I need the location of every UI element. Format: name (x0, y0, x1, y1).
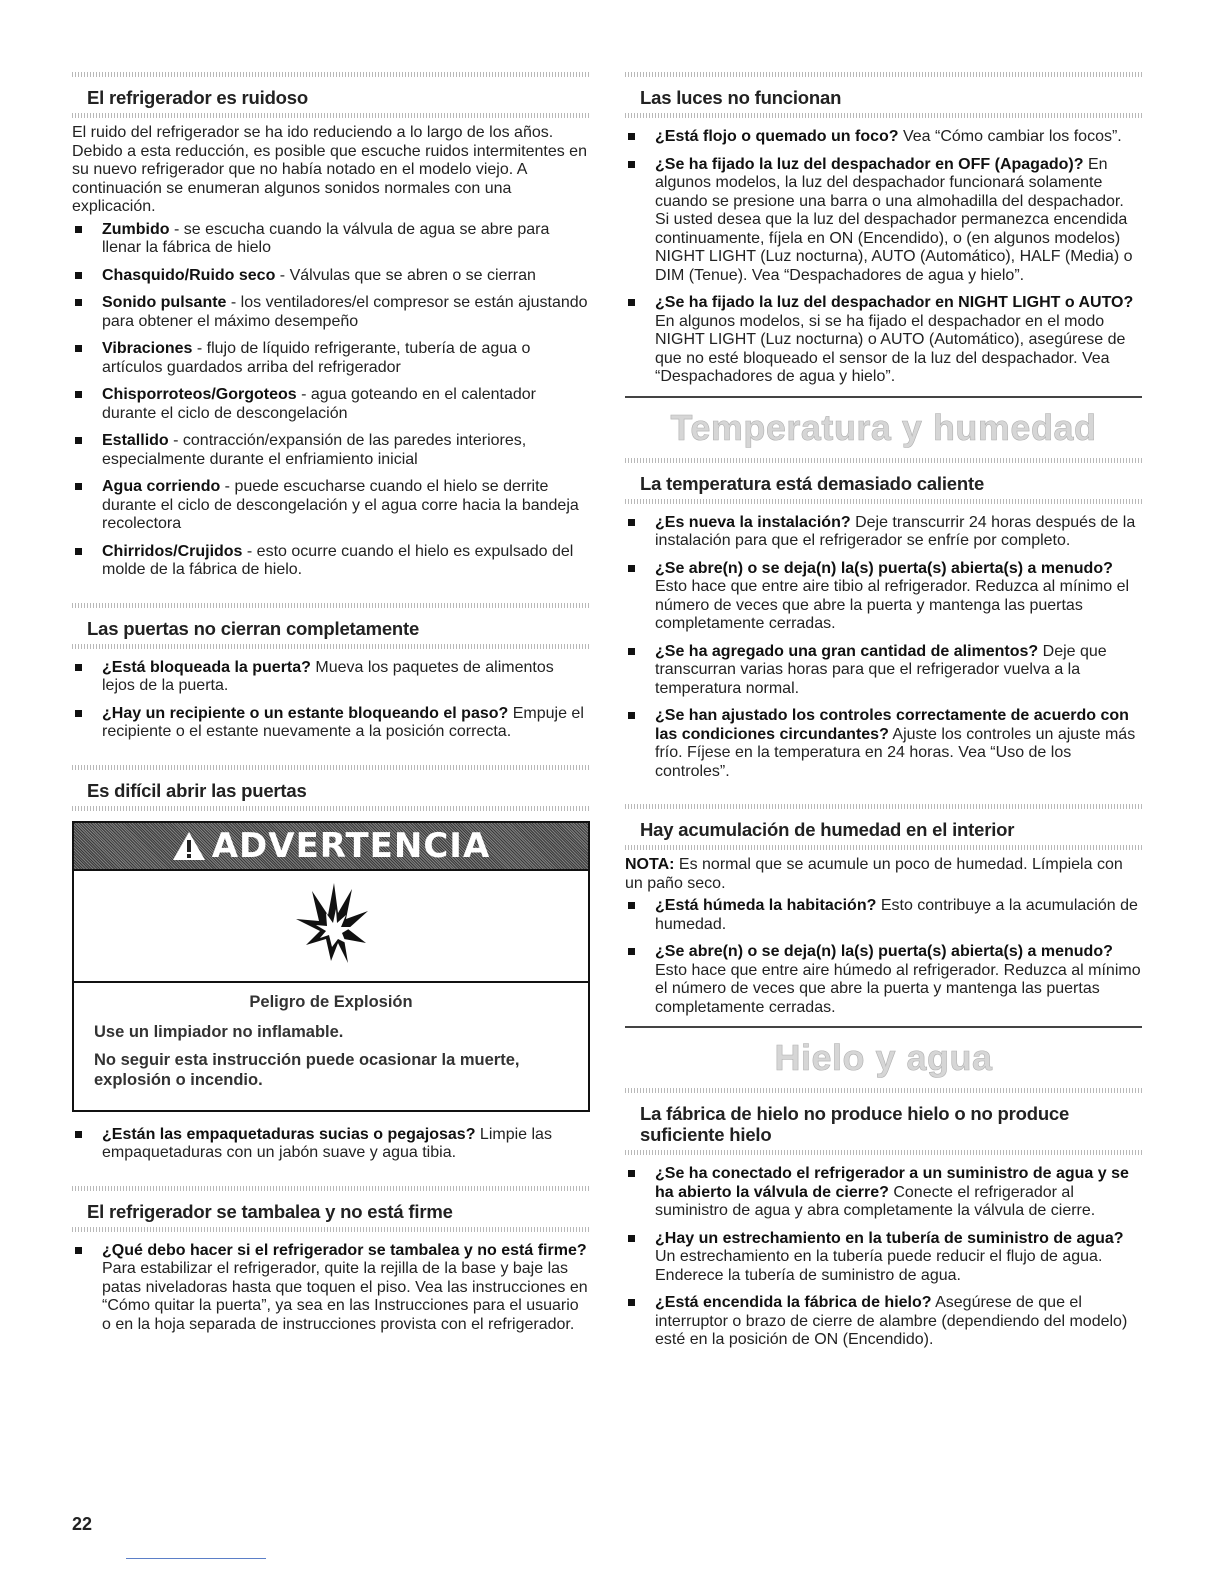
section-heading-wobbly: El refrigerador se tambalea y no está firme (87, 1200, 453, 1222)
noisy-intro: El ruido del refrigerador se ha ido reduciendo a lo largo de los años. Debido a esta reducción, es posible que escuche ruidos intermitentes en su nuevo refrigerador que no había notado en el modelo viejo. A continuación se enumeran algunos sonidos normales con una explicación. (72, 124, 587, 215)
list-item: ¿Es nueva la instalación? Deje transcurrir 24 horas después de la instalación para que el refrigerador se enfríe por completo. (625, 514, 1142, 551)
list-item: Chisporroteos/Gorgoteos - agua goteando en el calentador durante el ciclo de descongelación (72, 386, 590, 423)
ice-maker-list (625, 1165, 1142, 1350)
warning-triangle-icon (172, 831, 206, 861)
section-heading-hard-open: Es difícil abrir las puertas (87, 779, 307, 801)
section-heading-lights: Las luces no funcionan (640, 87, 842, 108)
noisy-list (72, 221, 590, 580)
list-item: ¿Hay un estrechamiento en la tubería de suministro de agua? Un estrechamiento en la tubería puede reducir el flujo de agua. Enderece la tubería de suministro de agua. (625, 1230, 1142, 1286)
too-warm-list (625, 514, 1142, 782)
left-column (72, 72, 590, 1343)
list-item: ¿Se ha fijado la luz del despachador en NIGHT LIGHT o AUTO? En algunos modelos, si se ha fijado el despachador en el modo NIGHT LIGHT (Luz nocturna) o AUTO (Automático), asegúrese de que no esté bloqueado el sensor de la luz del despachador. Vea “Despachadores de agua y hielo”. (625, 294, 1142, 387)
list-item: ¿Está bloqueada la puerta? Mueva los paquetes de alimentos lejos de la puerta. (72, 659, 590, 696)
list-item: Zumbido - se escucha cuando la válvula de agua se abre para llenar la fábrica de hielo (72, 221, 590, 258)
warning-line: No seguir esta instrucción puede ocasionar la muerte, explosión o incendio. (94, 1050, 520, 1089)
footer-rule (126, 1558, 266, 1559)
warning-box (72, 821, 590, 1112)
list-item: Agua corriendo - puede escucharse cuando el hielo se derrite durante el ciclo de descongelación y el agua corre hacia la bandeja recolectora (72, 478, 590, 534)
doors-list (72, 659, 590, 742)
section-rule (72, 644, 590, 649)
list-item: Chirridos/Crujidos - esto ocurre cuando el hielo es expulsado del molde de la fábrica de hielo. (72, 543, 590, 580)
section-rule (625, 499, 1142, 504)
wobbly-list (72, 1242, 590, 1335)
list-item: ¿Hay un recipiente o un estante bloqueando el paso? Empuje el recipiente o el estante nuevamente a la posición correcta. (72, 705, 590, 742)
section-heading-doors: Las puertas no cierran completamente (87, 617, 420, 639)
list-item: Estallido - contracción/expansión de las paredes interiores, especialmente durante el enfriamiento inicial (72, 432, 590, 469)
section-rule (72, 113, 590, 118)
warning-header (74, 823, 588, 871)
hard-open-list (72, 1126, 590, 1163)
list-item: ¿Está flojo o quemado un foco? Vea “Cómo cambiar los focos”. (625, 128, 1142, 147)
banner-rule (625, 1026, 1142, 1028)
list-item: ¿Se han ajustado los controles correctamente de acuerdo con las condiciones circundantes? Ajuste los controles un ajuste más frío. Fíjese en la temperatura en 24 horas. Vea “Uso de los controles”. (625, 707, 1142, 781)
list-item: Sonido pulsante - los ventiladores/el compresor se están ajustando para obtener el máximo desempeño (72, 294, 590, 331)
warning-line: Use un limpiador no inflamable. (94, 1022, 344, 1041)
section-rule (625, 113, 1142, 118)
list-item: ¿Están las empaquetaduras sucias o pegajosas? Limpie las empaquetaduras con un jabón suave y agua tibia. (72, 1126, 590, 1163)
list-item: ¿Está húmeda la habitación? Esto contribuye a la acumulación de humedad. (625, 897, 1142, 934)
banner-rule (625, 396, 1142, 398)
section-heading-too-warm: La temperatura está demasiado caliente (640, 472, 985, 494)
section-heading-humidity: Hay acumulación de humedad en el interior (640, 819, 1015, 840)
section-rule (72, 1227, 590, 1232)
humidity-note: NOTA: Es normal que se acumule un poco de humedad. Límpiela con un paño seco. (625, 856, 1123, 892)
section-heading-noisy: El refrigerador es ruidoso (87, 87, 308, 108)
list-item: ¿Se abre(n) o se deja(n) la(s) puerta(s) abierta(s) a menudo? Esto hace que entre aire húmedo al refrigerador. Reduzca al mínimo el número de veces que abre la puerta y mantenga las puertas completamente cerradas. (625, 943, 1142, 1017)
list-item: ¿Se ha conectado el refrigerador a un suministro de agua y se ha abierto la válvula de cierre? Conecte el refrigerador al suministro de agua y abra completamente la válvula de cierre. (625, 1165, 1142, 1221)
section-heading-ice-maker: La fábrica de hielo no produce hielo o no produce suficiente hielo (640, 1103, 1070, 1145)
banner-temperatura: Temperatura y humedad (670, 406, 1097, 448)
list-item: ¿Se abre(n) o se deja(n) la(s) puerta(s) abierta(s) a menudo? Esto hace que entre aire tibio al refrigerador. Reduzca al mínimo el número de veces que abre la puerta y mantenga las puertas completamente cerradas. (625, 560, 1142, 634)
section-rule (72, 806, 590, 811)
section-rule (625, 845, 1142, 850)
page-number: 22 (72, 1514, 93, 1534)
lights-list (625, 128, 1142, 387)
list-item: ¿Está encendida la fábrica de hielo? Asegúrese de que el interruptor o brazo de cierre de alambre (dependiendo del modelo) esté en la posición de ON (Encendido). (625, 1294, 1142, 1350)
list-item: Vibraciones - flujo de líquido refrigerante, tubería de agua o artículos guardados arriba del refrigerador (72, 340, 590, 377)
explosion-icon (286, 881, 376, 971)
warning-danger: Peligro de Explosión (249, 992, 413, 1011)
banner-hielo: Hielo y agua (774, 1037, 993, 1078)
warning-title: ADVERTENCIA (211, 825, 491, 866)
right-column (625, 72, 1142, 1359)
list-item: ¿Se ha fijado la luz del despachador en OFF (Apagado)? En algunos modelos, la luz del despachador funcionará solamente cuando se presione una barra o una almohadilla del despachador. Si usted desea que la luz del despachador permanezca encendida continuamente, fíjela en ON (Encendido), o (en algunos modelos) NIGHT LIGHT (Luz nocturna), AUTO (Automático), HALF (Media) o DIM (Tenue). Vea “Despachadores de agua y hielo”. (625, 156, 1142, 286)
list-item: ¿Se ha agregado una gran cantidad de alimentos? Deje que transcurran varias horas para que el refrigerador vuelva a la temperatura normal. (625, 643, 1142, 699)
humidity-list (625, 897, 1142, 1017)
list-item: ¿Qué debo hacer si el refrigerador se tambalea y no está firme? Para estabilizar el refrigerador, quite la rejilla de la base y baje las patas niveladoras hasta que toquen el piso. Vea las instrucciones en “Cómo quitar la puerta”, ya sea en las Instrucciones para el usuario o en la hoja separada de instrucciones provista con el refrigerador. (72, 1242, 590, 1335)
section-rule (625, 1150, 1142, 1155)
list-item: Chasquido/Ruido seco - Válvulas que se abren o se cierran (72, 267, 590, 286)
